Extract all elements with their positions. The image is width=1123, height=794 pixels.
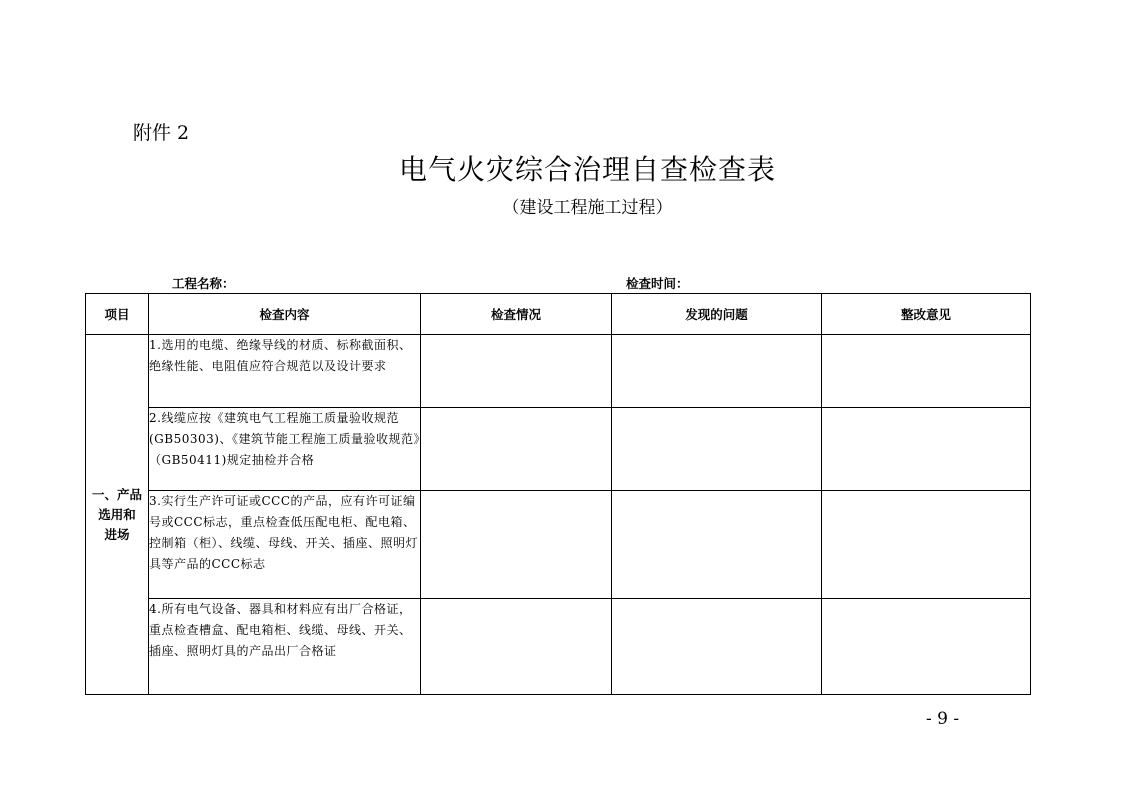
header-advice: 整改意见 xyxy=(822,294,1031,335)
check-status-cell[interactable] xyxy=(421,491,612,599)
table-header-row xyxy=(86,294,1031,335)
category-label-line: 进场 xyxy=(104,526,130,542)
advice-cell[interactable] xyxy=(822,491,1031,599)
project-name-label: 工程名称： xyxy=(172,276,235,291)
category-label-line: 一、产品 xyxy=(91,486,142,502)
issues-cell[interactable] xyxy=(612,335,822,408)
page-number: - 9 - xyxy=(926,709,960,729)
table-row xyxy=(86,408,1031,491)
check-content-cell: 2.线缆应按《建筑电气工程施工质量验收规范(GB50303)、《建筑节能工程施工质量验收规范》（GB50411)规定抽检并合格 xyxy=(149,408,421,491)
issues-cell[interactable] xyxy=(612,599,822,695)
advice-cell[interactable] xyxy=(822,335,1031,408)
check-content-cell: 4.所有电气设备、器具和材料应有出厂合格证，重点检查槽盒、配电箱柜、线缆、母线、开关、插座、照明灯具的产品出厂合格证 xyxy=(149,599,421,695)
advice-cell[interactable] xyxy=(822,408,1031,491)
table-row xyxy=(86,599,1031,695)
header-content: 检查内容 xyxy=(149,294,421,335)
document-title: 电气火灾综合治理自查检查表 xyxy=(398,153,776,186)
header-issues: 发现的问题 xyxy=(612,294,822,335)
table-row xyxy=(86,335,1031,408)
issues-cell[interactable] xyxy=(612,491,822,599)
header-item: 项目 xyxy=(86,294,149,335)
check-status-cell[interactable] xyxy=(421,408,612,491)
table-row xyxy=(86,491,1031,599)
check-content-cell: 3.实行生产许可证或CCC的产品，应有许可证编号或CCC标志，重点检查低压配电柜、配电箱、控制箱（柜）、线缆、母线、开关、插座、照明灯具等产品的CCC标志 xyxy=(149,491,421,599)
category-label-line: 选用和 xyxy=(98,506,136,522)
document-subtitle: （建设工程施工过程） xyxy=(502,198,673,218)
attachment-label: 附件 2 xyxy=(133,122,190,144)
header-status: 检查情况 xyxy=(421,294,612,335)
inspection-table xyxy=(85,293,1031,695)
check-status-cell[interactable] xyxy=(421,599,612,695)
check-content-cell: 1.选用的电缆、绝缘导线的材质、标称截面积、绝缘性能、电阻值应符合规范以及设计要求 xyxy=(149,335,421,408)
category-cell xyxy=(86,335,149,695)
inspection-time-label: 检查时间： xyxy=(626,276,689,291)
issues-cell[interactable] xyxy=(612,408,822,491)
advice-cell[interactable] xyxy=(822,599,1031,695)
check-status-cell[interactable] xyxy=(421,335,612,408)
